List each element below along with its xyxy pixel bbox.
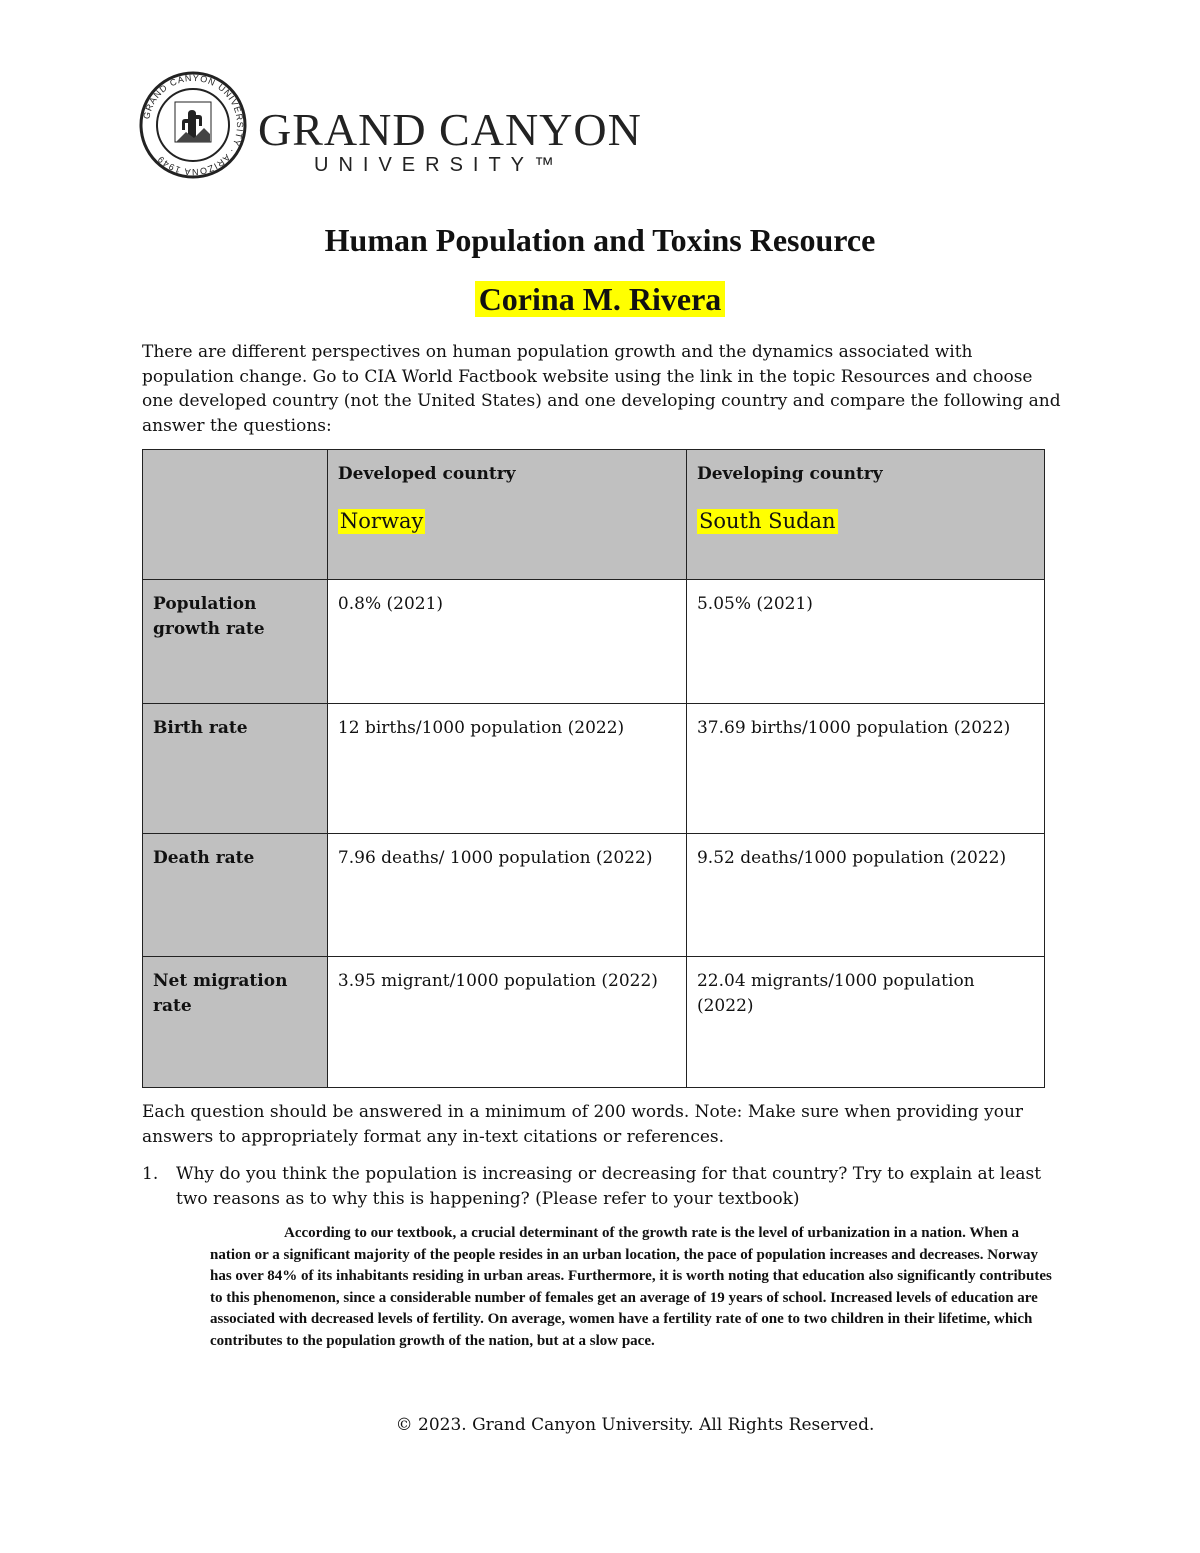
- logo-name-line2: UNIVERSITY™: [314, 154, 565, 176]
- developed-value: 7.96 deaths/ 1000 population (2022): [327, 834, 686, 957]
- document-title: Human Population and Toxins Resource: [324, 222, 876, 258]
- developing-value: 9.52 deaths/1000 population (2022): [686, 834, 1044, 957]
- intro-paragraph: There are different perspectives on human population growth and the dynamics associated with population change. Go to CIA World Factbook website using the link in the topic Resources and choose one developed country (not the United States) and one developing country and compare the following and answer the questions:: [142, 342, 1061, 436]
- logo-name-line1: GRAND CANYON: [258, 104, 642, 155]
- question-text: Why do you think the population is increasing or decreasing for that country? Try to explain at least two reasons as to why this is happening? (Please refer to your textbook): [176, 1164, 1042, 1209]
- question-item: [142, 1162, 1052, 1212]
- copyright-footer: © 2023. Grand Canyon University. All Rights Reserved.: [395, 1415, 875, 1435]
- university-logo: [138, 70, 642, 180]
- row-label: Birth rate: [143, 704, 328, 834]
- table-row: [143, 834, 1045, 957]
- developed-value: 12 births/1000 population (2022): [327, 704, 686, 834]
- developed-header-cell: [327, 450, 686, 580]
- developing-header-label: Developing country: [696, 464, 883, 484]
- developing-value: 5.05% (2021): [686, 580, 1044, 704]
- row-label: Population growth rate: [143, 580, 328, 704]
- question-number: 1.: [142, 1164, 159, 1184]
- table-row: [143, 580, 1045, 704]
- instructions-note: Each question should be answered in a minimum of 200 words. Note: Make sure when providing your answers to appropriately format any in-text citations or references.: [142, 1102, 1024, 1147]
- author-name: Corina M. Rivera: [475, 281, 726, 317]
- developing-value: 22.04 migrants/1000 population (2022): [686, 957, 1044, 1088]
- developing-header-cell: [686, 450, 1044, 580]
- developed-value: 0.8% (2021): [327, 580, 686, 704]
- answer-paragraph: According to our textbook, a crucial determinant of the growth rate is the level of urbanization in a nation. When a nation or a significant majority of the people resides in an urban location, the pace of population increases and decreases. Norway has over 84% of its inhabitants residing in urban areas. Furthermore, it is worth noting that education also significantly contributes to this phenomenon, since a considerable number of females get an average of 19 years of school. Increased levels of education are associated with decreased levels of fertility. On average, women have a fertility rate of one to two children in their lifetime, which contributes to the population growth of the nation, but at a slow pace.: [210, 1225, 1052, 1349]
- comparison-table: [142, 449, 1045, 1088]
- table-corner-cell: [143, 450, 328, 580]
- developing-value: 37.69 births/1000 population (2022): [686, 704, 1044, 834]
- row-label: Net migration rate: [143, 957, 328, 1088]
- university-seal-icon: [138, 70, 248, 180]
- table-row: [143, 957, 1045, 1088]
- row-label: Death rate: [143, 834, 328, 957]
- svg-text:GRAND CANYON UNIVERSITY · ARIZ: GRAND CANYON UNIVERSITY · ARIZONA 1949: [141, 72, 246, 178]
- developed-header-label: Developed country: [337, 464, 516, 484]
- developed-country-name: Norway: [339, 509, 424, 533]
- table-row: [143, 704, 1045, 834]
- developing-country-name: South Sudan: [698, 509, 836, 533]
- table-header-row: [143, 450, 1045, 580]
- developed-value: 3.95 migrant/1000 population (2022): [327, 957, 686, 1088]
